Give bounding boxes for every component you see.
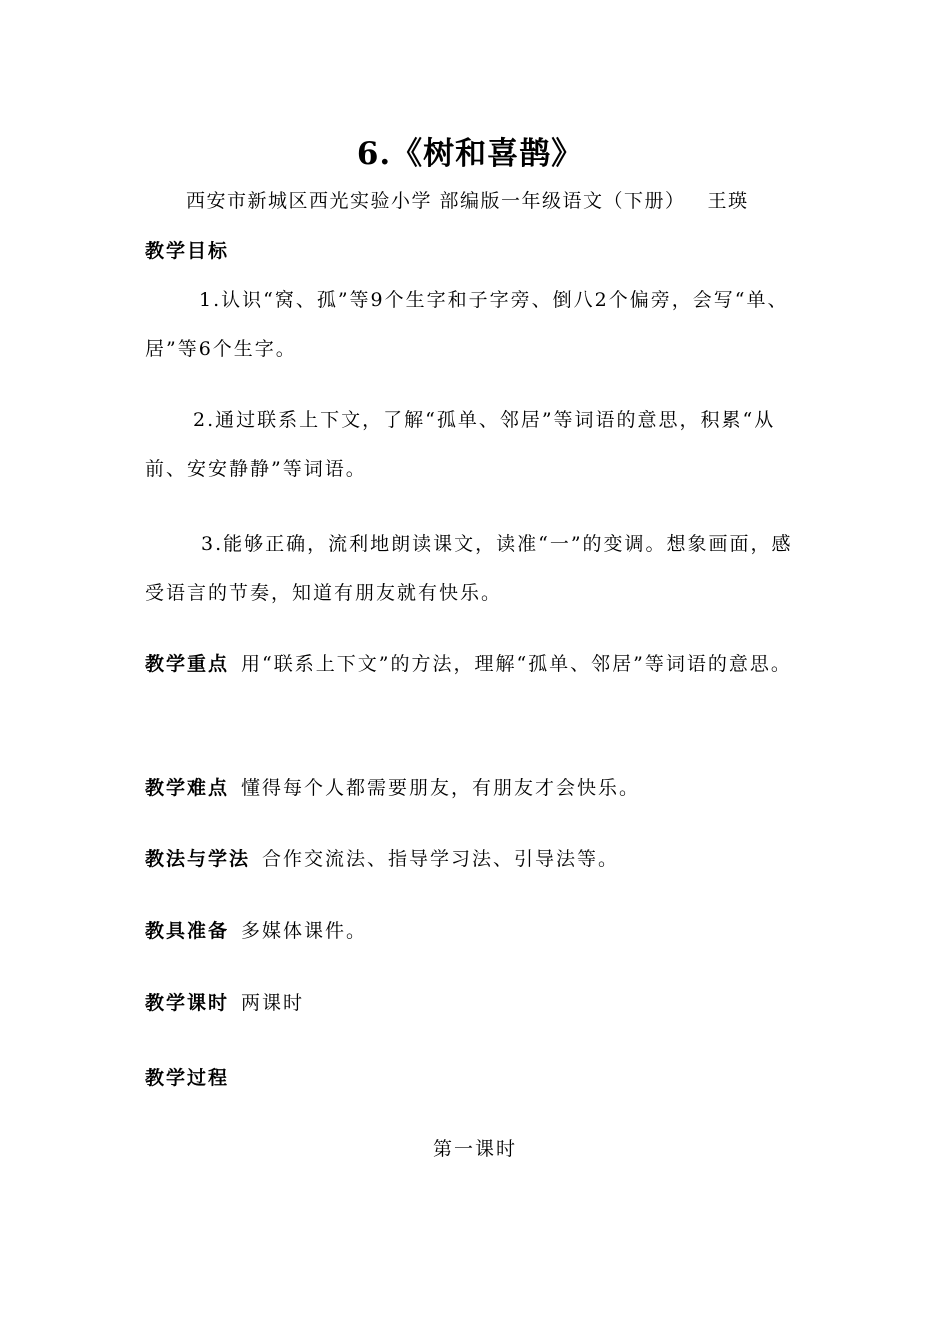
difficulty-text: 懂得每个人都需要朋友，有朋友才会快乐。 (241, 777, 641, 799)
objective-text-2: 2.通过联系上下文，了解“孤单、邻居”等词语的意思，积累“从前、安安静静”等词语。 (145, 409, 776, 480)
author-name: 王瑛 (707, 190, 749, 212)
key-point-label: 教学重点 (145, 653, 230, 675)
school-course-info: 西安市新城区西光实验小学 部编版一年级语文（下册） (186, 190, 686, 212)
document-title: 6.《树和喜鹊》 (356, 136, 584, 172)
objective-item-3 (145, 520, 810, 618)
key-point-text: 用“联系上下文”的方法，理解“孤单、邻居”等词语的意思。 (241, 653, 792, 675)
difficulty-section (145, 764, 815, 813)
difficulty-label: 教学难点 (145, 777, 230, 799)
first-lesson-heading: 第一课时 (432, 1138, 517, 1160)
objective-item-1 (145, 276, 810, 374)
tools-section (145, 907, 815, 956)
objectives-heading: 教学目标 (145, 240, 230, 262)
objective-item-2 (145, 396, 810, 494)
objective-text-1: 1.认识“窝、孤”等9个生字和子字旁、倒八2个偏旁，会写“单、居”等6个生字。 (145, 289, 789, 360)
hours-section (145, 979, 815, 1028)
method-section (145, 835, 815, 884)
hours-label: 教学课时 (145, 992, 230, 1014)
document-byline (186, 186, 749, 213)
objective-text-3: 3.能够正确，流利地朗读课文，读准“一”的变调。想象画面，感受语言的节奏，知道有朋友就有快乐。 (145, 533, 793, 604)
method-label: 教法与学法 (145, 848, 251, 870)
key-point-section (145, 640, 815, 689)
hours-text: 两课时 (241, 992, 305, 1014)
tools-label: 教具准备 (145, 920, 230, 942)
process-heading: 教学过程 (145, 1067, 230, 1089)
tools-text: 多媒体课件。 (241, 920, 368, 942)
method-text: 合作交流法、指导学习法、引导法等。 (262, 848, 620, 870)
